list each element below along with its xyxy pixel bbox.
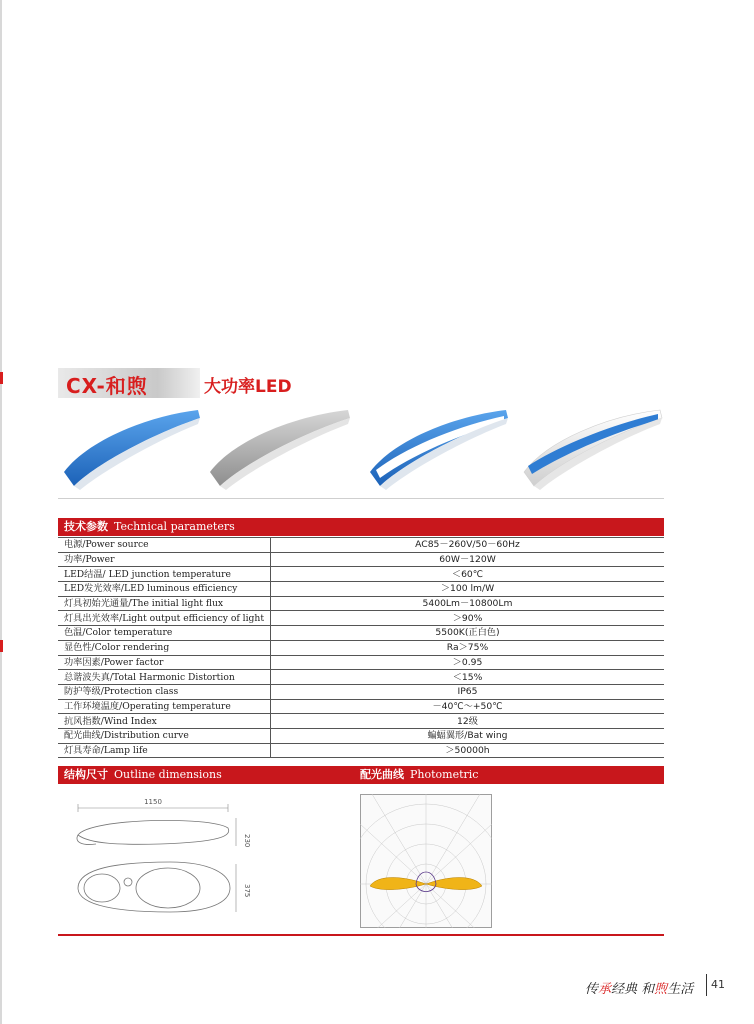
param-label: 功率/Power <box>58 552 271 567</box>
lamp-blue-white-icon <box>370 410 508 490</box>
param-label: 抗风指数/Wind Index <box>58 714 271 729</box>
param-value: 5400Lm－10800Lm <box>271 596 665 611</box>
param-value: 12级 <box>271 714 665 729</box>
table-row <box>58 699 664 714</box>
param-value: 5500K(正白色) <box>271 626 665 641</box>
table-row <box>58 714 664 729</box>
table-row <box>58 538 664 553</box>
param-label: 功率因素/Power factor <box>58 655 271 670</box>
param-value: ＜15% <box>271 670 665 685</box>
param-label: 电源/Power source <box>58 538 271 553</box>
dim-height: 230 <box>243 834 251 848</box>
outline-header <box>58 766 354 784</box>
param-value: AC85－260V/50－60Hz <box>271 538 665 553</box>
photo-title-cn: 配光曲线 <box>360 768 404 781</box>
page-edge-mark <box>0 372 3 384</box>
photo-title-en: Photometric <box>410 768 479 781</box>
param-value: 60W－120W <box>271 552 665 567</box>
param-label: 防护等级/Protection class <box>58 684 271 699</box>
param-value: ＞90% <box>271 611 665 626</box>
lamp-blue-icon <box>64 410 200 490</box>
param-value: Ra＞75% <box>271 640 665 655</box>
tech-params-table <box>58 537 664 758</box>
param-value: －40℃～+50℃ <box>271 699 665 714</box>
param-label: LED结温/ LED junction temperature <box>58 567 271 582</box>
table-row <box>58 626 664 641</box>
bottom-divider <box>58 934 664 936</box>
model-name: CX-和煦 <box>66 374 148 398</box>
table-row <box>58 611 664 626</box>
photometric-header <box>354 766 664 784</box>
dim-width: 375 <box>243 884 251 898</box>
param-value: 蝙蝠翼形/Bat wing <box>271 728 665 743</box>
model-subtitle: 大功率LED <box>204 377 292 397</box>
param-label: 工作环境温度/Operating temperature <box>58 699 271 714</box>
slogan-part: 经典 和 <box>611 982 655 997</box>
param-label: 灯具初始光通量/The initial light flux <box>58 596 271 611</box>
product-title <box>58 368 664 398</box>
tech-params-header <box>58 518 664 536</box>
product-gallery <box>58 400 664 496</box>
page-edge-line <box>0 0 2 1024</box>
page-edge-mark <box>0 640 3 652</box>
dim-length: 1150 <box>144 798 162 806</box>
slogan-part: 承 <box>598 982 612 997</box>
param-label: 色温/Color temperature <box>58 626 271 641</box>
param-label: LED发光效率/LED luminous efficiency <box>58 582 271 597</box>
table-row <box>58 582 664 597</box>
lamp-white-blue-icon <box>524 410 662 490</box>
page-number: 41 <box>711 978 725 991</box>
photometric-diagram <box>360 794 492 928</box>
param-value: ＞50000h <box>271 743 665 758</box>
param-label: 配光曲线/Distribution curve <box>58 728 271 743</box>
slogan-part: 煦 <box>654 982 668 997</box>
table-row <box>58 640 664 655</box>
table-row <box>58 567 664 582</box>
param-value: ＞100 lm/W <box>271 582 665 597</box>
param-value: ＞0.95 <box>271 655 665 670</box>
table-row <box>58 684 664 699</box>
table-row <box>58 596 664 611</box>
param-label: 总谐波失真/Total Harmonic Distortion <box>58 670 271 685</box>
page-separator <box>706 974 707 996</box>
table-row <box>58 743 664 758</box>
table-row <box>58 670 664 685</box>
table-row <box>58 655 664 670</box>
slogan-part: 传 <box>585 982 599 997</box>
slogan-part: 生活 <box>667 982 694 997</box>
footer-slogan <box>585 978 693 997</box>
tech-title-en: Technical parameters <box>114 520 235 533</box>
gallery-divider <box>58 498 664 499</box>
param-label: 灯具寿命/Lamp life <box>58 743 271 758</box>
param-label: 显色性/Color rendering <box>58 640 271 655</box>
table-row <box>58 728 664 743</box>
param-label: 灯具出光效率/Light output efficiency of light <box>58 611 271 626</box>
param-value: IP65 <box>271 684 665 699</box>
outline-title-cn: 结构尺寸 <box>64 768 108 781</box>
param-value: ＜60℃ <box>271 567 665 582</box>
tech-title-cn: 技术参数 <box>64 520 108 533</box>
table-row <box>58 552 664 567</box>
lamp-grey-icon <box>210 410 350 490</box>
outline-title-en: Outline dimensions <box>114 768 222 781</box>
outline-drawing <box>60 790 260 920</box>
